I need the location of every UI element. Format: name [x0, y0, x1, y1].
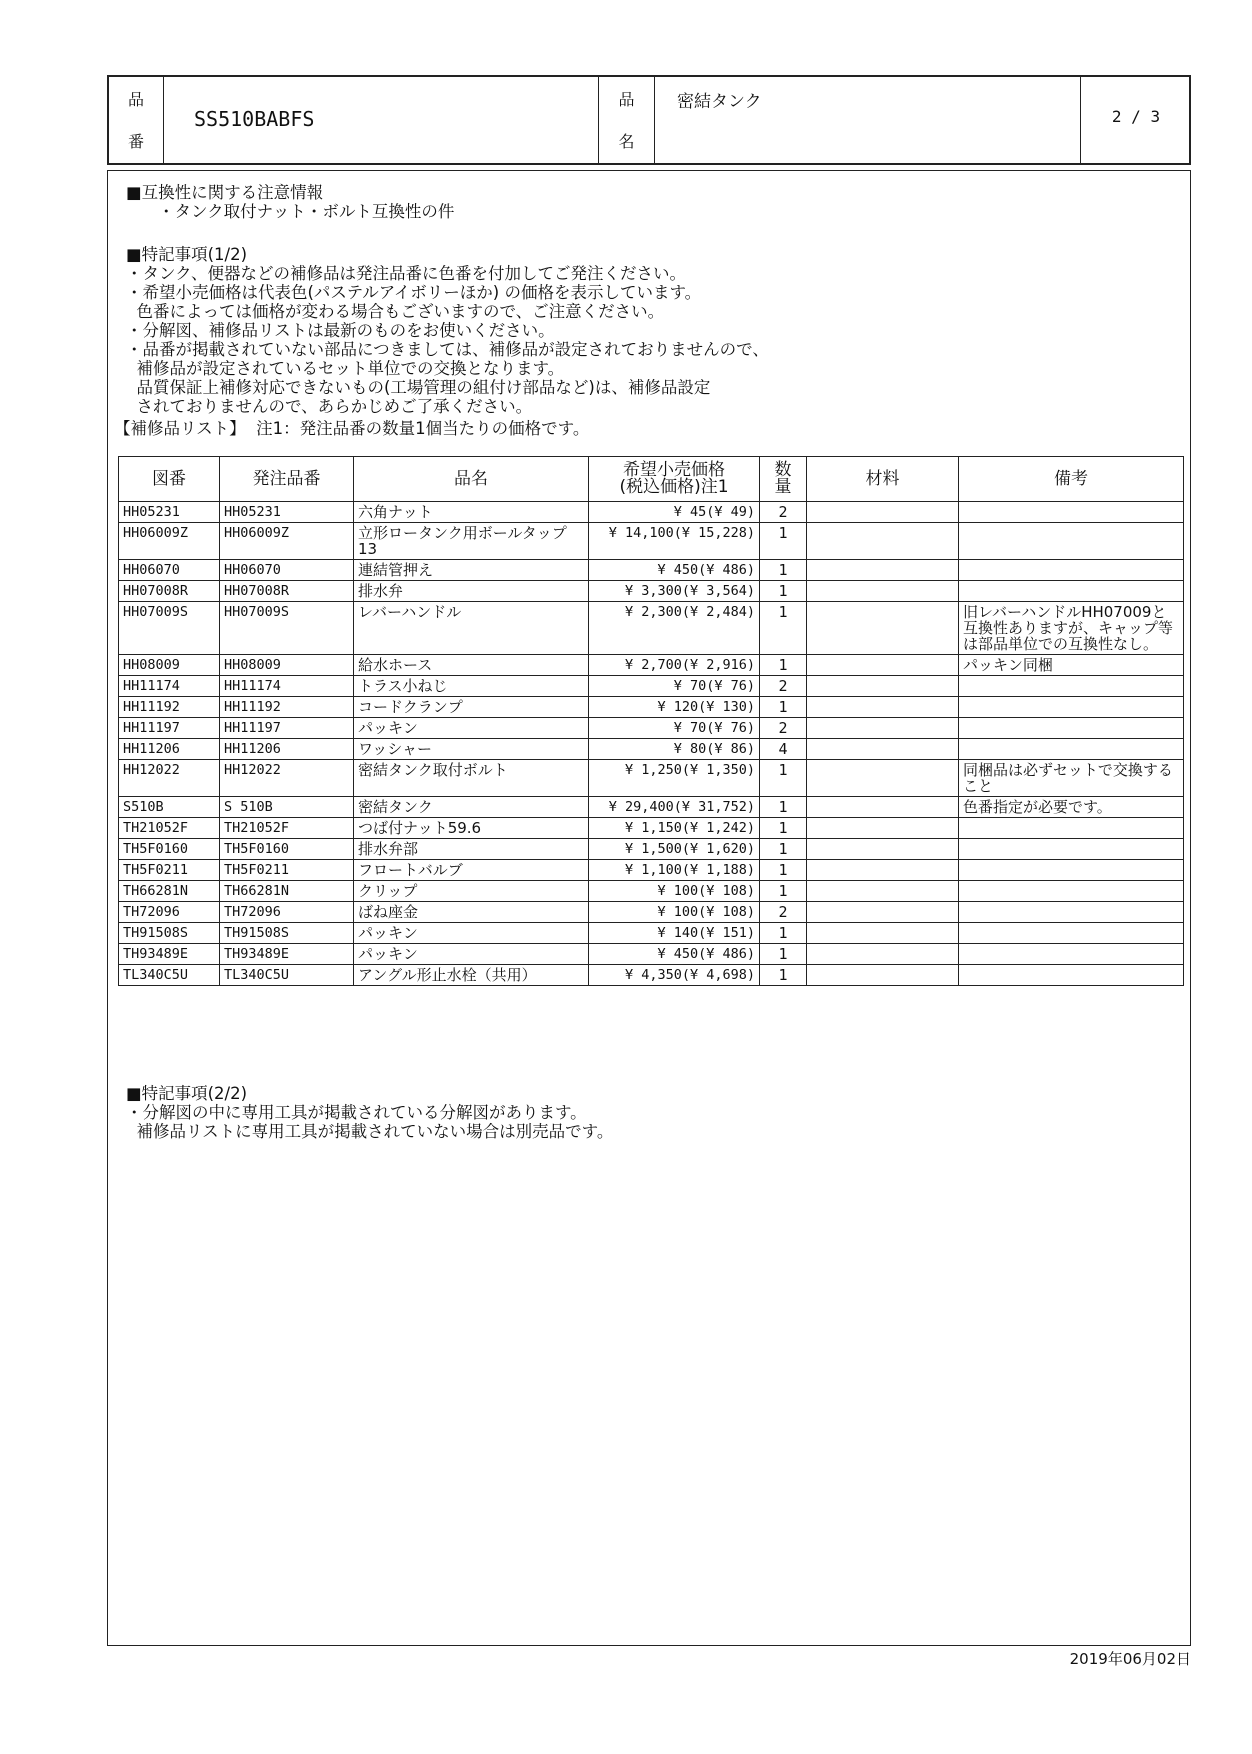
notes1-line: 色番によっては価格が変わる場合もございますので、ご注意ください。	[126, 302, 665, 321]
cell-remarks: 旧レバーハンドルHH07009と互換性ありますが、キャップ等は部品単位での互換性なし。	[959, 602, 1184, 655]
cell-remarks	[959, 676, 1184, 697]
cell-qty: 1	[760, 560, 807, 581]
notes1-line: ・分解図、補修品リストは最新のものをお使いください。	[126, 321, 555, 340]
cell-material	[807, 881, 959, 902]
col-header-price: 希望小売価格 (税込価格)注1	[589, 457, 760, 502]
col-header-remarks: 備考	[959, 457, 1184, 502]
cell-drawing-no: HH12022	[119, 760, 220, 797]
cell-price: ¥ 100(¥ 108)	[589, 881, 760, 902]
name-cell	[655, 77, 1081, 163]
cell-qty: 1	[760, 655, 807, 676]
cell-drawing-no: HH11192	[119, 697, 220, 718]
cell-material	[807, 560, 959, 581]
cell-material	[807, 718, 959, 739]
cell-part-name: 立形ロータンク用ボールタップ13	[354, 523, 589, 560]
notes1-line: 補修品が設定されているセット単位での交換となります。	[126, 359, 565, 378]
notes1-line: ・希望小売価格は代表色(パステルアイボリーほか) の価格を表示しています。	[126, 283, 702, 302]
table-row	[119, 923, 1184, 944]
cell-remarks	[959, 560, 1184, 581]
cell-material	[807, 523, 959, 560]
cell-part-name: 六角ナット	[354, 502, 589, 523]
cell-order-no: HH08009	[220, 655, 354, 676]
cell-drawing-no: HH06009Z	[119, 523, 220, 560]
cell-qty: 1	[760, 602, 807, 655]
table-header-row	[119, 457, 1184, 502]
cell-part-name: コードクランプ	[354, 697, 589, 718]
table-row	[119, 797, 1184, 818]
cell-order-no: HH06009Z	[220, 523, 354, 560]
cell-order-no: HH11206	[220, 739, 354, 760]
cell-qty: 2	[760, 502, 807, 523]
part-no-label-2: 番	[127, 132, 144, 151]
cell-price: ¥ 450(¥ 486)	[589, 944, 760, 965]
cell-remarks	[959, 881, 1184, 902]
part-no-label-cell	[109, 77, 164, 163]
cell-part-name: 連結管押え	[354, 560, 589, 581]
cell-part-name: ばね座金	[354, 902, 589, 923]
cell-part-name: フロートバルブ	[354, 860, 589, 881]
cell-drawing-no: TH93489E	[119, 944, 220, 965]
notes1-title: ■特記事項(1/2)	[126, 245, 248, 264]
table-row	[119, 581, 1184, 602]
compat-title: ■互換性に関する注意情報	[126, 183, 324, 202]
table-row	[119, 860, 1184, 881]
cell-drawing-no: TH66281N	[119, 881, 220, 902]
cell-price: ¥ 1,150(¥ 1,242)	[589, 818, 760, 839]
cell-price: ¥ 1,250(¥ 1,350)	[589, 760, 760, 797]
cell-remarks: 色番指定が必要です。	[959, 797, 1184, 818]
notes2-title: ■特記事項(2/2)	[126, 1084, 248, 1103]
cell-qty: 1	[760, 697, 807, 718]
cell-part-name: レバーハンドル	[354, 602, 589, 655]
cell-material	[807, 944, 959, 965]
cell-qty: 1	[760, 923, 807, 944]
col-header-drawing-no: 図番	[119, 457, 220, 502]
table-row	[119, 560, 1184, 581]
cell-qty: 1	[760, 944, 807, 965]
cell-qty: 2	[760, 718, 807, 739]
cell-remarks	[959, 965, 1184, 986]
cell-price: ¥ 14,100(¥ 15,228)	[589, 523, 760, 560]
notes2-line: ・分解図の中に専用工具が掲載されている分解図があります。	[126, 1103, 587, 1122]
cell-order-no: HH11174	[220, 676, 354, 697]
cell-order-no: TL340C5U	[220, 965, 354, 986]
cell-drawing-no: TH21052F	[119, 818, 220, 839]
cell-drawing-no: S510B	[119, 797, 220, 818]
cell-drawing-no: HH07009S	[119, 602, 220, 655]
cell-price: ¥ 100(¥ 108)	[589, 902, 760, 923]
cell-qty: 2	[760, 902, 807, 923]
cell-part-name: アングル形止水栓（共用）	[354, 965, 589, 986]
list-title: 【補修品リスト】 注1：発注品番の数量1個当たりの価格です。	[114, 419, 590, 438]
cell-remarks	[959, 902, 1184, 923]
cell-material	[807, 902, 959, 923]
cell-qty: 1	[760, 839, 807, 860]
table-row	[119, 965, 1184, 986]
cell-drawing-no: TH72096	[119, 902, 220, 923]
cell-material	[807, 739, 959, 760]
cell-drawing-no: HH06070	[119, 560, 220, 581]
cell-order-no: TH5F0160	[220, 839, 354, 860]
name-label-1: 品	[618, 90, 635, 109]
table-row	[119, 602, 1184, 655]
cell-remarks	[959, 697, 1184, 718]
cell-remarks	[959, 860, 1184, 881]
cell-price: ¥ 1,500(¥ 1,620)	[589, 839, 760, 860]
cell-qty: 1	[760, 860, 807, 881]
cell-material	[807, 818, 959, 839]
cell-material	[807, 502, 959, 523]
cell-material	[807, 655, 959, 676]
page-cell	[1081, 77, 1191, 163]
cell-price: ¥ 1,100(¥ 1,188)	[589, 860, 760, 881]
table-row	[119, 881, 1184, 902]
cell-order-no: HH06070	[220, 560, 354, 581]
cell-order-no: TH66281N	[220, 881, 354, 902]
cell-order-no: HH11192	[220, 697, 354, 718]
notes1-line: されておりませんので、あらかじめご了承ください。	[126, 397, 533, 416]
cell-part-name: ワッシャー	[354, 739, 589, 760]
cell-part-name: パッキン	[354, 923, 589, 944]
cell-order-no: TH5F0211	[220, 860, 354, 881]
cell-drawing-no: TH5F0211	[119, 860, 220, 881]
table-row	[119, 523, 1184, 560]
table-row	[119, 718, 1184, 739]
cell-order-no: TH93489E	[220, 944, 354, 965]
cell-qty: 2	[760, 676, 807, 697]
cell-drawing-no: HH07008R	[119, 581, 220, 602]
table-row	[119, 502, 1184, 523]
cell-remarks: パッキン同梱	[959, 655, 1184, 676]
table-row	[119, 739, 1184, 760]
cell-price: ¥ 120(¥ 130)	[589, 697, 760, 718]
cell-remarks	[959, 718, 1184, 739]
table-row	[119, 902, 1184, 923]
cell-part-name: パッキン	[354, 718, 589, 739]
cell-price: ¥ 140(¥ 151)	[589, 923, 760, 944]
cell-part-name: トラス小ねじ	[354, 676, 589, 697]
cell-qty: 1	[760, 965, 807, 986]
cell-part-name: 密結タンク取付ボルト	[354, 760, 589, 797]
cell-price: ¥ 3,300(¥ 3,564)	[589, 581, 760, 602]
cell-qty: 4	[760, 739, 807, 760]
cell-price: ¥ 70(¥ 76)	[589, 676, 760, 697]
cell-part-name: つば付ナット59.6	[354, 818, 589, 839]
col-header-material: 材料	[807, 457, 959, 502]
notes2-line: 補修品リストに専用工具が掲載されていない場合は別売品です。	[126, 1122, 614, 1141]
page-number: 2 / 3	[1111, 107, 1161, 126]
part-no: SS510BABFS	[194, 107, 315, 131]
table-row	[119, 760, 1184, 797]
cell-drawing-no: TL340C5U	[119, 965, 220, 986]
cell-order-no: S 510B	[220, 797, 354, 818]
cell-drawing-no: TH91508S	[119, 923, 220, 944]
cell-qty: 1	[760, 797, 807, 818]
table-row	[119, 944, 1184, 965]
compat-item: ・タンク取付ナット・ボルト互換性の件	[158, 202, 455, 221]
cell-price: ¥ 450(¥ 486)	[589, 560, 760, 581]
cell-part-name: 排水弁部	[354, 839, 589, 860]
cell-order-no: TH72096	[220, 902, 354, 923]
col-header-qty: 数 量	[760, 457, 807, 502]
parts-table	[118, 456, 1184, 986]
col-header-part-name: 品名	[354, 457, 589, 502]
cell-material	[807, 860, 959, 881]
name-label-2: 名	[618, 132, 635, 151]
notes1-line: 品質保証上補修対応できないもの(工場管理の組付け部品など)は、補修品設定	[126, 378, 711, 397]
cell-order-no: HH07008R	[220, 581, 354, 602]
cell-drawing-no: HH11174	[119, 676, 220, 697]
part-no-label-1: 品	[127, 90, 144, 109]
cell-material	[807, 923, 959, 944]
table-row	[119, 676, 1184, 697]
cell-material	[807, 797, 959, 818]
cell-material	[807, 839, 959, 860]
cell-drawing-no: HH11206	[119, 739, 220, 760]
cell-remarks	[959, 739, 1184, 760]
cell-price: ¥ 2,300(¥ 2,484)	[589, 602, 760, 655]
cell-price: ¥ 80(¥ 86)	[589, 739, 760, 760]
cell-material	[807, 676, 959, 697]
cell-order-no: HH07009S	[220, 602, 354, 655]
cell-order-no: TH91508S	[220, 923, 354, 944]
col-header-order-no: 発注品番	[220, 457, 354, 502]
cell-order-no: HH05231	[220, 502, 354, 523]
cell-price: ¥ 4,350(¥ 4,698)	[589, 965, 760, 986]
cell-price: ¥ 29,400(¥ 31,752)	[589, 797, 760, 818]
cell-remarks	[959, 839, 1184, 860]
cell-material	[807, 965, 959, 986]
cell-part-name: クリップ	[354, 881, 589, 902]
cell-material	[807, 760, 959, 797]
cell-remarks	[959, 923, 1184, 944]
cell-material	[807, 602, 959, 655]
cell-order-no: HH12022	[220, 760, 354, 797]
cell-material	[807, 697, 959, 718]
header-box	[107, 75, 1191, 165]
cell-drawing-no: TH5F0160	[119, 839, 220, 860]
table-row	[119, 839, 1184, 860]
cell-remarks	[959, 523, 1184, 560]
cell-drawing-no: HH05231	[119, 502, 220, 523]
cell-order-no: TH21052F	[220, 818, 354, 839]
part-name: 密結タンク	[677, 92, 762, 112]
cell-price: ¥ 45(¥ 49)	[589, 502, 760, 523]
cell-drawing-no: HH11197	[119, 718, 220, 739]
cell-order-no: HH11197	[220, 718, 354, 739]
issue-date: 2019年06月02日	[1069, 1650, 1191, 1668]
notes1-line: ・タンク、便器などの補修品は発注品番に色番を付加してご発注ください。	[126, 264, 687, 283]
cell-price: ¥ 2,700(¥ 2,916)	[589, 655, 760, 676]
cell-qty: 1	[760, 818, 807, 839]
cell-part-name: 密結タンク	[354, 797, 589, 818]
cell-part-name: パッキン	[354, 944, 589, 965]
part-no-cell	[164, 77, 599, 163]
table-row	[119, 655, 1184, 676]
cell-remarks	[959, 581, 1184, 602]
cell-part-name: 給水ホース	[354, 655, 589, 676]
cell-drawing-no: HH08009	[119, 655, 220, 676]
table-row	[119, 697, 1184, 718]
name-label-cell	[599, 77, 655, 163]
cell-qty: 1	[760, 581, 807, 602]
cell-qty: 1	[760, 523, 807, 560]
cell-remarks	[959, 944, 1184, 965]
cell-remarks: 同梱品は必ずセットで交換すること	[959, 760, 1184, 797]
cell-remarks	[959, 818, 1184, 839]
cell-price: ¥ 70(¥ 76)	[589, 718, 760, 739]
table-row	[119, 818, 1184, 839]
notes1-line: ・品番が掲載されていない部品につきましては、補修品が設定されておりませんので、	[126, 340, 769, 359]
cell-qty: 1	[760, 881, 807, 902]
cell-material	[807, 581, 959, 602]
cell-part-name: 排水弁	[354, 581, 589, 602]
cell-qty: 1	[760, 760, 807, 797]
cell-remarks	[959, 502, 1184, 523]
